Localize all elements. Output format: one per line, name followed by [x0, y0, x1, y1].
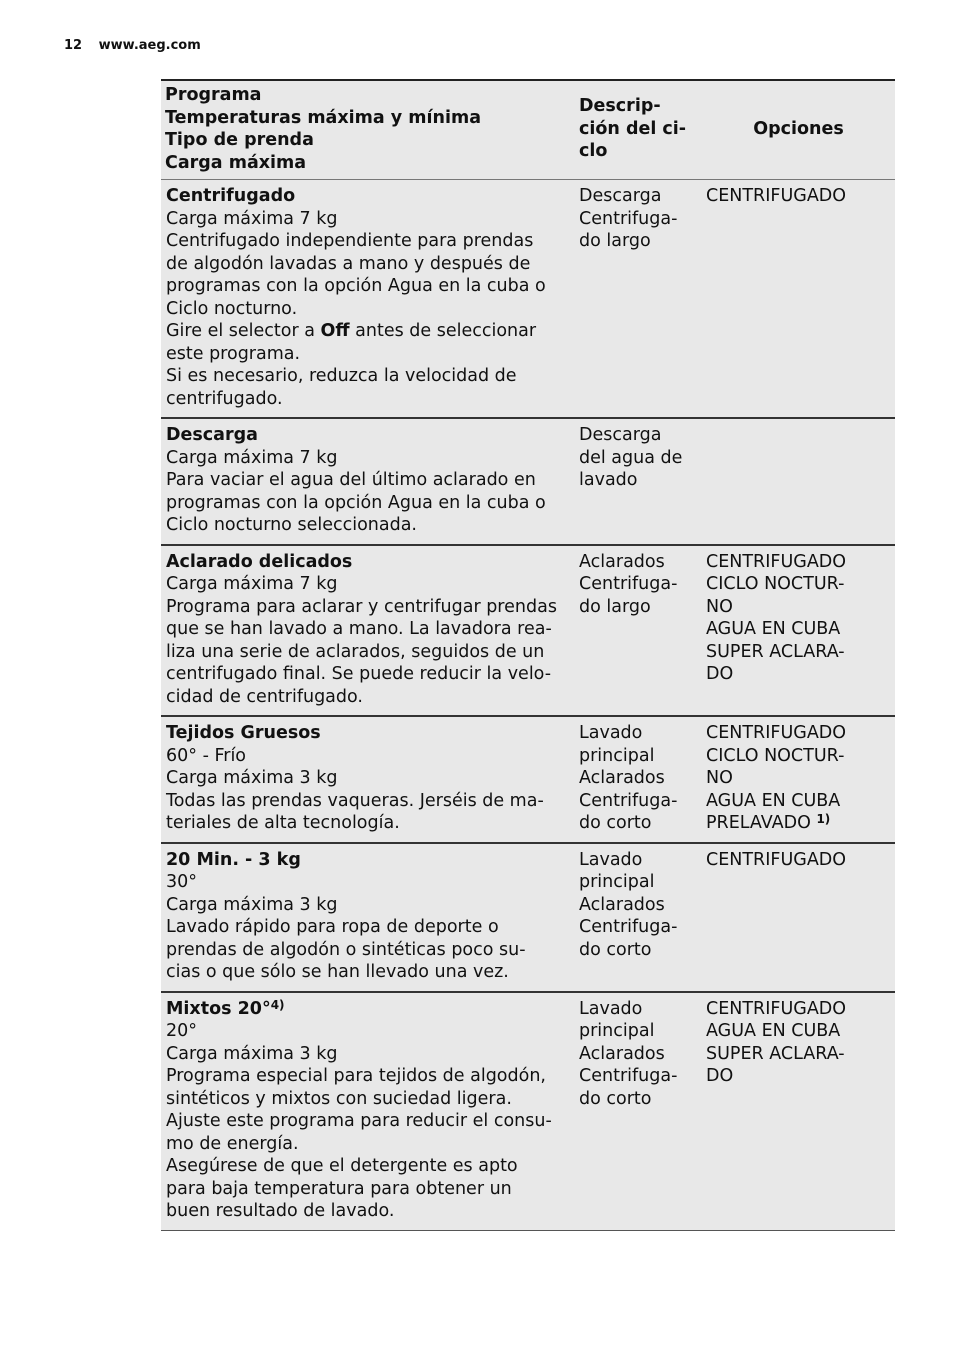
table-row [161, 545, 895, 717]
description-cell: Lavado principal Aclarados Centrifuga- do corto [575, 716, 702, 843]
options-cell: CENTRIFUGADO [702, 843, 895, 992]
description-cell: Lavado principal Aclarados Centrifuga- do corto [575, 992, 702, 1231]
description-cell: Lavado principal Aclarados Centrifuga- do corto [575, 843, 702, 992]
program-title: Centrifugado [166, 186, 296, 206]
header-opciones: Opciones [702, 80, 895, 180]
table-row [161, 418, 895, 545]
table-row [161, 843, 895, 992]
table-row [161, 716, 895, 843]
program-table [161, 79, 895, 1231]
program-cell: Tejidos Gruesos 60° - Frío Carga máxima 3 kg Todas las prendas vaqueras. Jerséis de ma- teriales de alta tecnología. [161, 716, 575, 843]
table-row [161, 992, 895, 1231]
options-cell: CENTRIFUGADO AGUA EN CUBA SUPER ACLARA- DO [702, 992, 895, 1231]
header-descripcion: Descrip- ción del ci- clo [575, 80, 702, 180]
program-cell: Descarga Carga máxima 7 kg Para vaciar el agua del último aclarado en programas con la opción Agua en la cuba o Ciclo nocturno seleccionada. [161, 418, 575, 545]
header-programa: Programa Temperaturas máxima y mínima Tipo de prenda Carga máxima [161, 80, 575, 180]
page-number: 12 [64, 38, 83, 53]
description-cell: Descarga del agua de lavado [575, 418, 702, 545]
program-cell: Centrifugado Carga máxima 7 kg Centrifugado independiente para prendas de algodón lavadas a mano y después de programas con la opción Agua en la cuba o Ciclo nocturno. Gire el selector a Off antes de seleccionar este programa. Si es necesario, reduzca la velocidad de centrifugado. [161, 180, 575, 419]
options-cell: CENTRIFUGADO CICLO NOCTUR- NO AGUA EN CUBA SUPER ACLARA- DO [702, 545, 895, 717]
program-title: Mixtos 20°$^{4)}$ [166, 997, 285, 1019]
off-label: Off [320, 321, 350, 341]
program-title: 20 Min. - 3 kg [166, 849, 301, 870]
program-title: Tejidos Gruesos [166, 723, 321, 743]
table-header-row [161, 80, 895, 180]
page-header [64, 38, 201, 53]
options-cell: CENTRIFUGADO [702, 180, 895, 419]
options-cell: CENTRIFUGADO CICLO NOCTUR- NO AGUA EN CUBA PRELAVADO $^{1)}$ [702, 716, 895, 843]
description-cell: Aclarados Centrifuga- do largo [575, 545, 702, 717]
program-cell: 20 Min. - 3 kg 30° Carga máxima 3 kg Lavado rápido para ropa de deporte o prendas de algodón o sintéticas poco su- cias o que sólo se han llevado una vez. [161, 843, 575, 992]
table-row [161, 180, 895, 419]
description-cell: Descarga Centrifuga- do largo [575, 180, 702, 419]
program-cell: Mixtos 20°$^{4)}$ 20° Carga máxima 3 kg Programa especial para tejidos de algodón, sintéticos y mixtos con suciedad ligera. Ajuste este programa para reducir el consu- mo de energía. Asegúrese de que el detergente es apto para baja temperatura para obtener un buen resultado de lavado. [161, 992, 575, 1231]
options-cell [702, 418, 895, 545]
program-title: Aclarado delicados [166, 551, 353, 572]
footnote-marker: 1) [816, 812, 831, 826]
program-cell: Aclarado delicados Carga máxima 7 kg Programa para aclarar y centrifugar prendas que se han lavado a mano. La lavadora rea- liza una serie de aclarados, seguidos de un centrifugado final. Se puede reducir la velo- cidad de centrifugado. [161, 545, 575, 717]
footnote-marker: 4) [270, 997, 285, 1012]
site-url: www.aeg.com [98, 38, 201, 53]
program-title: Descarga [166, 425, 258, 445]
